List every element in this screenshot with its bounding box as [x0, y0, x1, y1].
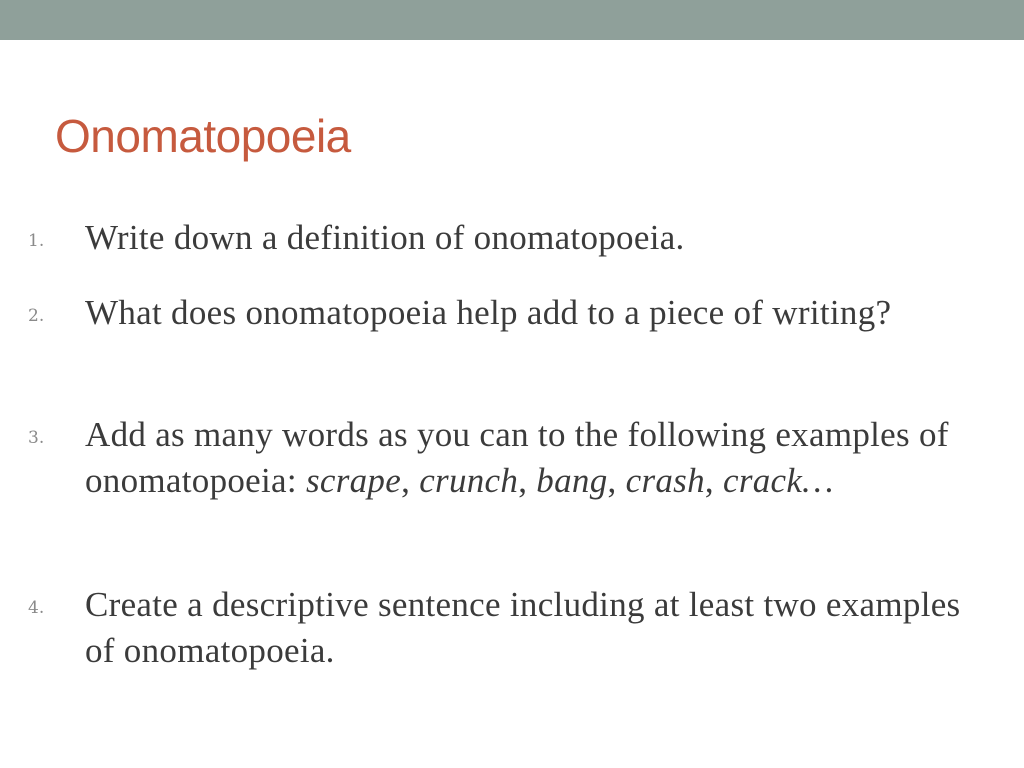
top-accent-bar — [0, 0, 1024, 40]
example-word: crunch — [419, 461, 519, 500]
example-word: crack… — [723, 461, 834, 500]
list-number: 3. — [28, 428, 45, 448]
example-word: crash — [625, 461, 705, 500]
list-number: 1. — [28, 231, 45, 251]
list-item-intro: Add as many words as you can to the following examples of onomatopoeia: — [85, 415, 949, 500]
example-separator: , — [401, 461, 420, 500]
list-item-text: Create a descriptive sentence including at least two examples of onomatopoeia. — [85, 585, 961, 670]
example-word: scrape — [305, 461, 402, 500]
slide-title: Onomatopoeia — [55, 110, 351, 162]
list-item-text: Write down a definition of onomatopoeia. — [85, 218, 685, 257]
list-number: 4. — [28, 598, 45, 618]
example-separator: , — [704, 461, 723, 500]
example-separator: , — [607, 461, 626, 500]
list-number: 2. — [28, 306, 45, 326]
example-word: bang — [536, 461, 608, 500]
list-item-text — [85, 412, 965, 504]
example-separator: , — [518, 461, 537, 500]
list-item-text: What does onomatopoeia help add to a piece of writing? — [85, 293, 892, 332]
